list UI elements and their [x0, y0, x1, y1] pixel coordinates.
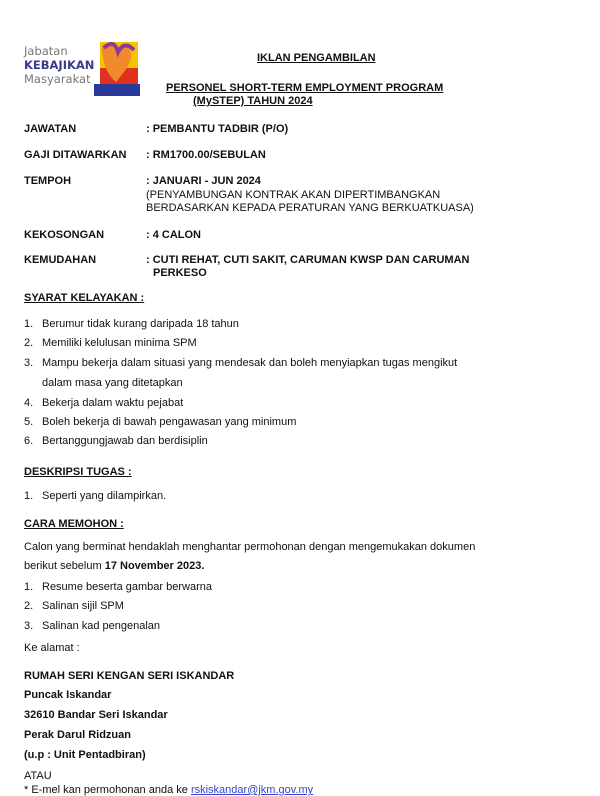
list-item: Boleh bekerja di bawah pengawasan yang minimum: [42, 416, 297, 428]
list-number: 2.: [24, 337, 34, 349]
syarat-heading: SYARAT KELAYAKAN :: [24, 292, 145, 304]
list-item: Salinan kad pengenalan: [42, 620, 161, 632]
field-label-jawatan: JAWATAN: [24, 123, 77, 135]
list-item: Berumur tidak kurang daripada 18 tahun: [42, 318, 239, 330]
logo-line: Masyarakat: [24, 72, 91, 86]
email-line: [24, 784, 313, 796]
list-number: 1.: [24, 318, 34, 330]
list-number: 4.: [24, 397, 34, 409]
address-intro: Ke alamat :: [24, 642, 80, 654]
address-line: RUMAH SERI KENGAN SERI ISKANDAR: [24, 670, 235, 682]
list-item: Bekerja dalam waktu pejabat: [42, 397, 184, 409]
field-note-tempoh: BERDASARKAN KEPADA PERATURAN YANG BERKUATKUASA): [146, 202, 474, 214]
field-label-gaji: GAJI DITAWARKAN: [24, 149, 127, 161]
list-item: Salinan sijil SPM: [42, 600, 124, 612]
list-number: 2.: [24, 600, 34, 612]
list-number: 1.: [24, 490, 34, 502]
address-line: Perak Darul Ridzuan: [24, 729, 131, 741]
list-item: Seperti yang dilampirkan.: [42, 490, 167, 502]
field-label-tempoh: TEMPOH: [24, 175, 72, 187]
or-text: ATAU: [24, 770, 52, 782]
address-line: Puncak Iskandar: [24, 689, 112, 701]
field-value-kekosongan: : 4 CALON: [146, 229, 201, 241]
list-item: Mampu bekerja dalam situasi yang mendesak dan boleh menyiapkan tugas mengikut: [42, 357, 458, 369]
list-number: 6.: [24, 435, 34, 447]
list-item: Memiliki kelulusan minima SPM: [42, 337, 197, 349]
logo-line: KEBAJIKAN: [24, 58, 95, 72]
cara-heading: CARA MEMOHON :: [24, 518, 124, 530]
deskripsi-heading: DESKRIPSI TUGAS :: [24, 466, 132, 478]
list-number: 3.: [24, 357, 34, 369]
field-value-tempoh: : JANUARI - JUN 2024: [146, 175, 261, 187]
field-value-gaji: : RM1700.00/SEBULAN: [146, 149, 266, 161]
field-value-jawatan: : PEMBANTU TADBIR (P/O): [146, 123, 289, 135]
address-line: 32610 Bandar Seri Iskandar: [24, 709, 168, 721]
address-line: (u.p : Unit Pentadbiran): [24, 749, 146, 761]
jkm-emblem-logo: [94, 38, 140, 96]
list-item: Bertanggungjawab dan berdisiplin: [42, 435, 208, 447]
list-number: 1.: [24, 581, 34, 593]
field-value-kemudahan: : CUTI REHAT, CUTI SAKIT, CARUMAN KWSP DAN CARUMAN: [146, 254, 470, 266]
logo-line: Jabatan: [24, 44, 68, 58]
list-item: Resume beserta gambar berwarna: [42, 581, 212, 593]
list-number: 3.: [24, 620, 34, 632]
field-label-kekosongan: KEKOSONGAN: [24, 229, 105, 241]
list-number: 5.: [24, 416, 34, 428]
list-item-cont: dalam masa yang ditetapkan: [42, 377, 183, 389]
text: * E-mel kan permohonan anda ke: [24, 784, 191, 796]
field-value-kemudahan-cont: PERKESO: [153, 267, 207, 279]
program-subtitle: (MySTEP) TAHUN 2024: [193, 95, 313, 107]
cara-paragraph: Calon yang berminat hendaklah menghantar permohonan dengan mengemukakan dokumen: [24, 541, 476, 553]
field-label-kemudahan: KEMUDAHAN: [24, 254, 97, 266]
cara-paragraph-2: [24, 560, 204, 572]
program-title: PERSONEL SHORT-TERM EMPLOYMENT PROGRAM: [166, 82, 444, 94]
jkm-logo-text: [24, 44, 94, 86]
deadline-date: 17 November 2023.: [104, 560, 205, 572]
email-link[interactable]: rskiskandar@jkm.gov.my: [190, 784, 314, 796]
text: berikut sebelum: [24, 560, 105, 572]
ad-title: IKLAN PENGAMBILAN: [257, 52, 376, 64]
field-note-tempoh: (PENYAMBUNGAN KONTRAK AKAN DIPERTIMBANGKAN: [146, 189, 441, 201]
